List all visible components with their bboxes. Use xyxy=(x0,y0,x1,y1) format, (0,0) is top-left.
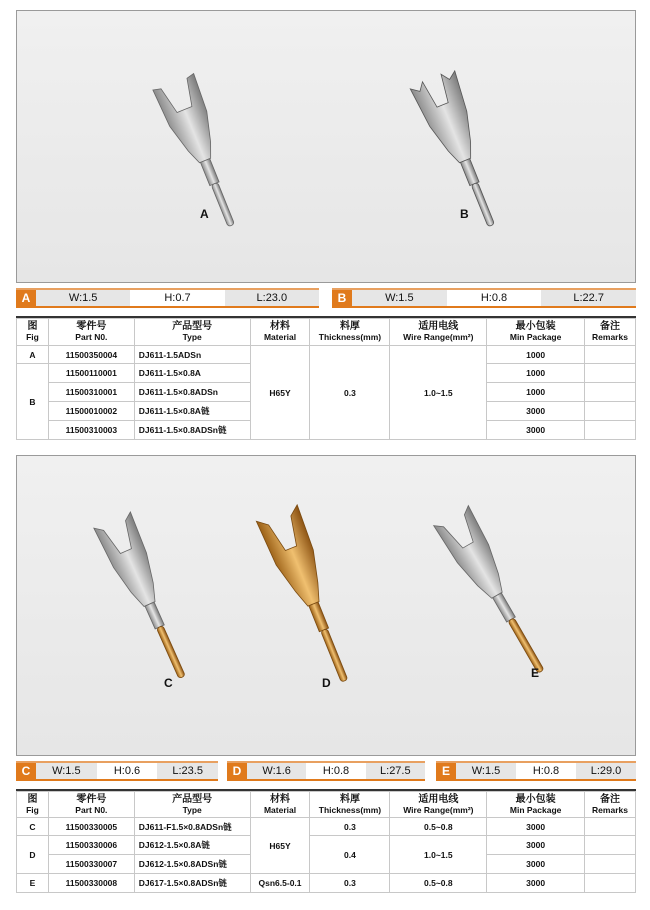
width-value: W:1.5 xyxy=(456,763,516,779)
wire-cell: 1.0~1.5 xyxy=(390,346,487,440)
package-cell: 3000 xyxy=(487,421,585,440)
badge-a: A xyxy=(16,290,36,306)
badge-c: C xyxy=(16,763,36,779)
table-header xyxy=(17,792,636,818)
remarks-cell xyxy=(585,874,636,893)
header-fig: 图 Fig xyxy=(17,319,49,346)
terminal-d xyxy=(256,505,365,689)
package-cell: 3000 xyxy=(487,818,585,836)
material-cell: H65Y xyxy=(250,818,310,874)
package-cell: 1000 xyxy=(487,364,585,383)
part-cell: 11500330008 xyxy=(48,874,134,893)
length-value: L:22.7 xyxy=(541,290,636,306)
header-remarks: 备注 Remarks xyxy=(585,319,636,346)
type-cell: DJ617-1.5×0.8ADSn链 xyxy=(134,874,250,893)
type-cell: DJ612-1.5×0.8A链 xyxy=(134,836,250,855)
spec-table-ab xyxy=(16,318,636,440)
material-cell: Qsn6.5-0.1 xyxy=(250,874,310,893)
header-thickness: 料厚 Thickness(mm) xyxy=(310,319,390,346)
remarks-cell xyxy=(585,346,636,364)
product-photo-cde xyxy=(16,455,636,756)
remarks-cell xyxy=(585,402,636,421)
dimension-bar-c xyxy=(16,761,218,781)
header-type: 产品型号 Type xyxy=(134,792,250,818)
package-cell: 3000 xyxy=(487,874,585,893)
type-cell: DJ611-1.5×0.8A xyxy=(134,364,250,383)
type-cell: DJ611-1.5×0.8A链 xyxy=(134,402,250,421)
fig-cell: E xyxy=(17,874,49,893)
part-cell: 11500310003 xyxy=(48,421,134,440)
terminal-illustration-cde xyxy=(17,456,637,757)
remarks-cell xyxy=(585,364,636,383)
part-cell: 11500330007 xyxy=(48,855,134,874)
length-value: L:27.5 xyxy=(366,763,425,779)
part-cell: 11500010002 xyxy=(48,402,134,421)
part-cell: 11500330006 xyxy=(48,836,134,855)
terminal-c xyxy=(94,512,201,685)
width-value: W:1.5 xyxy=(36,763,97,779)
remarks-cell xyxy=(585,383,636,402)
wire-cell: 1.0~1.5 xyxy=(390,836,487,874)
badge-b: B xyxy=(332,290,352,306)
header-material: 材料 Material xyxy=(250,792,310,818)
thickness-cell: 0.3 xyxy=(310,818,390,836)
table-row xyxy=(17,818,636,836)
type-cell: DJ612-1.5×0.8ADSn链 xyxy=(134,855,250,874)
wire-cell: 0.5~0.8 xyxy=(390,874,487,893)
package-cell: 3000 xyxy=(487,836,585,855)
fig-cell: C xyxy=(17,818,49,836)
header-thickness: 料厚 Thickness(mm) xyxy=(310,792,390,818)
type-cell: DJ611-1.5ADSn xyxy=(134,346,250,364)
badge-d: D xyxy=(227,763,247,779)
header-package: 最小包装 Min Package xyxy=(487,319,585,346)
terminal-e xyxy=(434,506,559,682)
header-type: 产品型号 Type xyxy=(134,319,250,346)
thickness-cell: 0.3 xyxy=(310,346,390,440)
figure-label-b: B xyxy=(460,207,469,221)
terminal-illustration-ab xyxy=(17,11,637,284)
height-value: H:0.6 xyxy=(113,765,141,777)
header-wire: 适用电线 Wire Range(mm²) xyxy=(390,792,487,818)
type-cell: DJ611-1.5×0.8ADSn xyxy=(134,383,250,402)
header-wire: 适用电线 Wire Range(mm²) xyxy=(390,319,487,346)
figure-label-e: E xyxy=(531,666,540,680)
dimension-bar-e xyxy=(436,761,636,781)
header-package: 最小包装 Min Package xyxy=(487,792,585,818)
remarks-cell xyxy=(585,836,636,855)
length-value: L:23.0 xyxy=(225,290,319,306)
figure-label-a: A xyxy=(200,207,209,221)
type-cell: DJ611-F1.5×0.8ADSn链 xyxy=(134,818,250,836)
width-value: W:1.6 xyxy=(247,763,306,779)
package-cell: 3000 xyxy=(487,402,585,421)
package-cell: 1000 xyxy=(487,383,585,402)
thickness-cell: 0.3 xyxy=(310,874,390,893)
height-value: H:0.8 xyxy=(480,292,508,304)
length-value: L:29.0 xyxy=(576,763,636,779)
table-row xyxy=(17,346,636,364)
header-fig: 图 Fig xyxy=(17,792,49,818)
table-row xyxy=(17,874,636,893)
product-photo-ab xyxy=(16,10,636,283)
part-cell: 11500350004 xyxy=(48,346,134,364)
header-part: 零件号 Part N0. xyxy=(48,792,134,818)
table-header xyxy=(17,319,636,346)
header-material: 材料 Material xyxy=(250,319,310,346)
package-cell: 1000 xyxy=(487,346,585,364)
remarks-cell xyxy=(585,421,636,440)
thickness-cell: 0.4 xyxy=(310,836,390,874)
wire-cell: 0.5~0.8 xyxy=(390,818,487,836)
fig-cell: A xyxy=(17,346,49,364)
figure-label-d: D xyxy=(322,676,331,690)
badge-e: E xyxy=(436,763,456,779)
header-remarks: 备注 Remarks xyxy=(585,792,636,818)
width-value: W:1.5 xyxy=(36,290,130,306)
remarks-cell xyxy=(585,818,636,836)
dimension-bar-a xyxy=(16,288,319,308)
type-cell: DJ611-1.5×0.8ADSn链 xyxy=(134,421,250,440)
part-cell: 11500310001 xyxy=(48,383,134,402)
table-row xyxy=(17,836,636,855)
remarks-cell xyxy=(585,855,636,874)
part-cell: 11500110001 xyxy=(48,364,134,383)
fig-cell: D xyxy=(17,836,49,874)
dimension-bar-b xyxy=(332,288,636,308)
length-value: L:23.5 xyxy=(157,763,218,779)
dimension-bar-d xyxy=(227,761,425,781)
height-value: H:0.8 xyxy=(322,765,350,777)
height-value: H:0.8 xyxy=(532,765,560,777)
figure-label-c: C xyxy=(164,676,173,690)
package-cell: 3000 xyxy=(487,855,585,874)
height-value: H:0.7 xyxy=(164,292,191,304)
header-part: 零件号 Part N0. xyxy=(48,319,134,346)
part-cell: 11500330005 xyxy=(48,818,134,836)
width-value: W:1.5 xyxy=(352,290,447,306)
material-cell: H65Y xyxy=(250,346,310,440)
spec-table-cde xyxy=(16,791,636,893)
fig-cell: B xyxy=(17,364,49,440)
